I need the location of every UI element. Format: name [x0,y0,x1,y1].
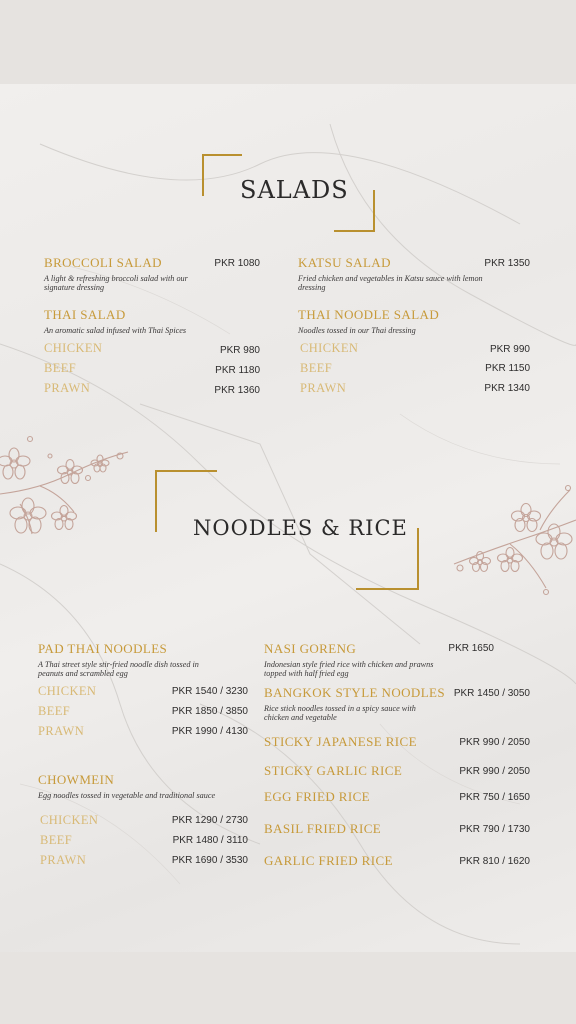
item-description: A Thai street style stir-fried noodle dish tossed in peanuts and scrambled egg [38,660,199,679]
item-name: BANGKOK STYLE NOODLES [264,685,446,700]
item-price: PKR 1450 / 3050 [453,688,530,699]
option-price: PKR 1990 / 4130 [171,726,248,737]
cherry-blossom-branch-right-icon [450,480,576,600]
option-price: PKR 1850 / 3850 [171,706,248,717]
item-name: BROCCOLI SALAD [44,255,162,270]
menu-item-broccoli-salad [44,255,219,292]
item-description: An aromatic salad infused with Thai Spices [44,326,187,335]
item-description: Fried chicken and vegetables in Katsu sauce with lemon dressing [298,274,483,293]
option-chicken: CHICKEN [38,684,97,698]
item-description: Egg noodles tossed in vegetable and traditional sauce [38,791,216,800]
option-price: PKR 990 [489,344,530,355]
option-price: PKR 1340 [484,383,530,394]
menu-item-bangkok-style-noodles [264,685,446,722]
menu-item-thai-salad [44,307,244,335]
option-price: PKR 1360 [214,385,260,396]
option-price: PKR 1290 / 2730 [171,815,248,826]
item-price: PKR 810 / 1620 [459,856,530,867]
option-price: PKR 1540 / 3230 [171,686,248,697]
menu-item-garlic-fried-rice: GARLIC FRIED RICE [264,853,393,868]
menu-item-egg-fried-rice: EGG FRIED RICE [264,789,370,804]
item-name: THAI NOODLE SALAD [298,307,440,322]
menu-sheet [0,84,576,952]
title-bracket-top-left [202,154,242,196]
item-price: PKR 750 / 1650 [459,792,530,803]
item-price: PKR 1080 [214,258,260,269]
item-name: THAI SALAD [44,307,126,322]
option-chicken: CHICKEN [40,813,99,827]
item-description: Rice stick noodles tossed in a spicy sauce with chicken and vegetable [264,704,416,723]
option-beef: BEEF [38,704,71,718]
menu-item-basil-fried-rice: BASIL FRIED RICE [264,821,382,836]
item-price: PKR 1350 [484,258,530,269]
item-description: Indonesian style fried rice with chicken and prawns topped with half fried egg [264,660,434,679]
option-price: PKR 1480 / 3110 [172,835,248,846]
option-price: PKR 1180 [215,365,260,376]
section-title-salads: SALADS [240,176,349,204]
option-price: PKR 1150 [485,363,530,374]
item-name: PAD THAI NOODLES [38,641,168,656]
section-title-noodles-rice: NOODLES & RICE [193,516,408,540]
item-price: PKR 790 / 1730 [459,824,530,835]
menu-item-sticky-garlic-rice: STICKY GARLIC RICE [264,763,403,778]
item-description: A light & refreshing broccoli salad with our signature dressing [44,274,188,293]
option-prawn: PRAWN [44,381,91,395]
menu-item-pad-thai-noodles [38,641,218,678]
menu-item-nasi-goreng [264,641,434,678]
option-prawn: PRAWN [300,381,347,395]
menu-item-chowmein [38,772,223,800]
option-price: PKR 1690 / 3530 [171,855,248,866]
option-price: PKR 980 [219,345,260,356]
item-price: PKR 990 / 2050 [459,766,530,777]
item-price: PKR 1650 [448,643,494,654]
menu-item-katsu-salad [298,255,488,292]
menu-item-sticky-japanese-rice: STICKY JAPANESE RICE [264,734,417,749]
item-name: CHOWMEIN [38,772,115,787]
item-price: PKR 990 / 2050 [459,737,530,748]
item-description: Noodles tossed in our Thai dressing [298,326,416,335]
menu-item-thai-noodle-salad [298,307,498,335]
cherry-blossom-branch-left-icon [0,434,135,549]
option-beef: BEEF [300,361,333,375]
option-beef: BEEF [40,833,73,847]
option-prawn: PRAWN [40,853,87,867]
option-beef: BEEF [44,361,77,375]
item-name: KATSU SALAD [298,255,391,270]
option-chicken: CHICKEN [300,341,359,355]
item-name: NASI GORENG [264,641,357,656]
option-prawn: PRAWN [38,724,85,738]
option-chicken: CHICKEN [44,341,103,355]
